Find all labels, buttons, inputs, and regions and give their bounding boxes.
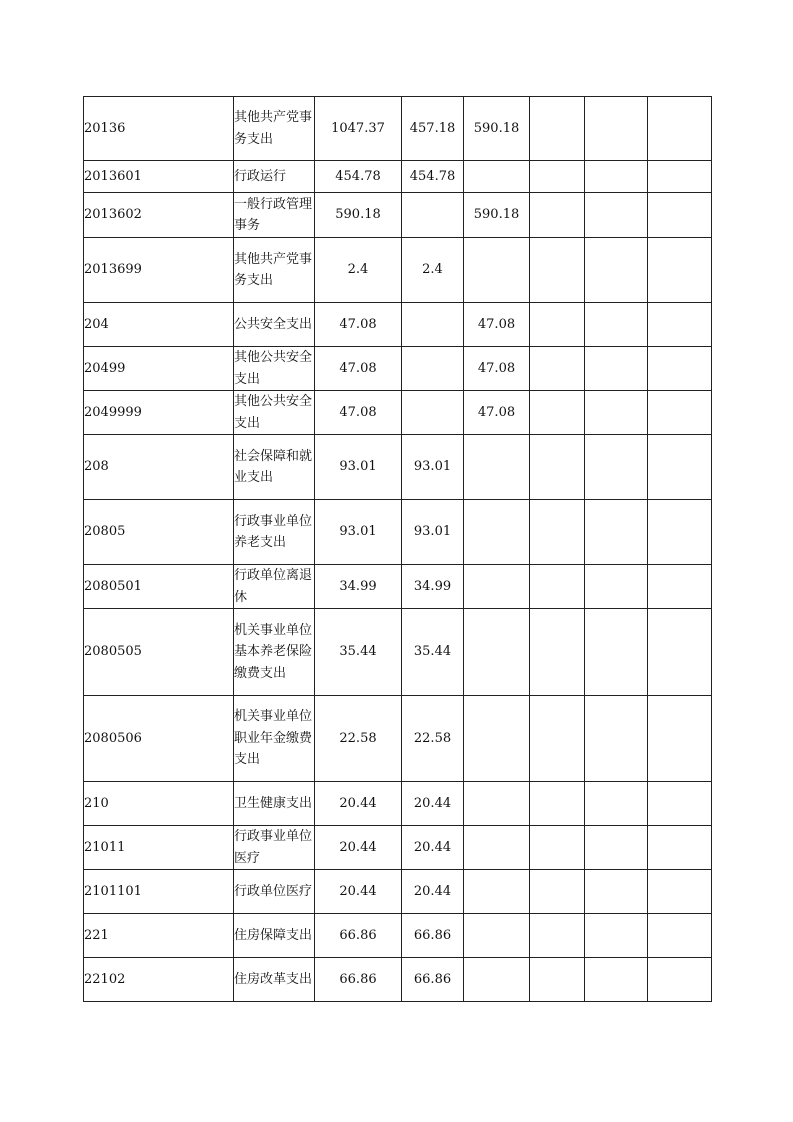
cell-basic: 93.01: [402, 435, 464, 500]
cell-name: 其他共产党事务支出: [234, 238, 315, 303]
cell-empty: [648, 161, 712, 193]
cell-name: 行政单位离退休: [234, 565, 315, 609]
cell-empty: [530, 826, 585, 870]
table-row: [84, 609, 712, 696]
cell-name: 社会保障和就业支出: [234, 435, 315, 500]
cell-name: 一般行政管理事务: [234, 193, 315, 238]
cell-empty: [585, 193, 648, 238]
cell-total: 93.01: [315, 435, 402, 500]
cell-basic: 20.44: [402, 826, 464, 870]
table-row: [84, 97, 712, 161]
cell-empty: [530, 303, 585, 347]
cell-project: [464, 696, 530, 782]
cell-name: 其他公共安全支出: [234, 347, 315, 391]
cell-project: [464, 782, 530, 826]
cell-empty: [648, 870, 712, 914]
cell-empty: [648, 303, 712, 347]
cell-project: [464, 914, 530, 958]
cell-empty: [530, 435, 585, 500]
cell-empty: [530, 347, 585, 391]
cell-name: 机关事业单位职业年金缴费支出: [234, 696, 315, 782]
cell-empty: [585, 347, 648, 391]
cell-empty: [530, 609, 585, 696]
cell-empty: [648, 609, 712, 696]
cell-empty: [530, 958, 585, 1002]
cell-empty: [585, 391, 648, 435]
cell-empty: [530, 391, 585, 435]
cell-project: [464, 958, 530, 1002]
cell-empty: [530, 238, 585, 303]
cell-total: 1047.37: [315, 97, 402, 161]
cell-code: 22102: [84, 958, 234, 1002]
cell-empty: [585, 303, 648, 347]
cell-project: [464, 500, 530, 565]
cell-project: [464, 609, 530, 696]
cell-empty: [585, 870, 648, 914]
table-row: [84, 500, 712, 565]
table-row: [84, 435, 712, 500]
cell-basic: [402, 347, 464, 391]
cell-total: 2.4: [315, 238, 402, 303]
table-row: [84, 696, 712, 782]
cell-name: 住房改革支出: [234, 958, 315, 1002]
cell-code: 210: [84, 782, 234, 826]
cell-code: 2013699: [84, 238, 234, 303]
cell-empty: [648, 97, 712, 161]
cell-basic: [402, 193, 464, 238]
cell-code: 2049999: [84, 391, 234, 435]
cell-empty: [585, 914, 648, 958]
cell-empty: [585, 782, 648, 826]
cell-empty: [585, 696, 648, 782]
cell-project: [464, 826, 530, 870]
table-row: [84, 826, 712, 870]
cell-empty: [648, 435, 712, 500]
cell-empty: [648, 238, 712, 303]
table-row: [84, 391, 712, 435]
table-row: [84, 565, 712, 609]
cell-name: 行政事业单位养老支出: [234, 500, 315, 565]
cell-empty: [648, 193, 712, 238]
cell-empty: [530, 870, 585, 914]
cell-empty: [530, 914, 585, 958]
cell-empty: [530, 500, 585, 565]
cell-basic: 34.99: [402, 565, 464, 609]
cell-code: 21011: [84, 826, 234, 870]
cell-code: 2013601: [84, 161, 234, 193]
cell-basic: 22.58: [402, 696, 464, 782]
cell-empty: [530, 696, 585, 782]
table-row: [84, 193, 712, 238]
cell-name: 行政事业单位医疗: [234, 826, 315, 870]
cell-code: 20499: [84, 347, 234, 391]
cell-project: 47.08: [464, 347, 530, 391]
cell-empty: [585, 958, 648, 1002]
cell-total: 35.44: [315, 609, 402, 696]
cell-empty: [585, 500, 648, 565]
cell-project: [464, 565, 530, 609]
cell-project: 47.08: [464, 303, 530, 347]
cell-basic: 20.44: [402, 782, 464, 826]
table-row: [84, 238, 712, 303]
cell-name: 卫生健康支出: [234, 782, 315, 826]
cell-basic: 454.78: [402, 161, 464, 193]
cell-code: 20136: [84, 97, 234, 161]
cell-basic: 2.4: [402, 238, 464, 303]
cell-total: 47.08: [315, 303, 402, 347]
table-row: [84, 870, 712, 914]
cell-empty: [648, 826, 712, 870]
cell-name: 其他公共安全支出: [234, 391, 315, 435]
cell-total: 20.44: [315, 782, 402, 826]
cell-project: [464, 435, 530, 500]
cell-basic: 93.01: [402, 500, 464, 565]
cell-total: 47.08: [315, 347, 402, 391]
cell-name: 机关事业单位基本养老保险缴费支出: [234, 609, 315, 696]
cell-basic: 20.44: [402, 870, 464, 914]
table-row: [84, 161, 712, 193]
table-row: [84, 303, 712, 347]
cell-empty: [530, 193, 585, 238]
table-row: [84, 958, 712, 1002]
cell-name: 住房保障支出: [234, 914, 315, 958]
cell-project: [464, 161, 530, 193]
cell-empty: [648, 914, 712, 958]
cell-code: 2101101: [84, 870, 234, 914]
cell-code: 2080505: [84, 609, 234, 696]
cell-project: 590.18: [464, 97, 530, 161]
cell-name: 行政单位医疗: [234, 870, 315, 914]
cell-empty: [648, 347, 712, 391]
cell-empty: [530, 97, 585, 161]
cell-empty: [585, 161, 648, 193]
cell-total: 66.86: [315, 914, 402, 958]
cell-empty: [648, 565, 712, 609]
cell-name: 其他共产党事务支出: [234, 97, 315, 161]
cell-code: 204: [84, 303, 234, 347]
table-row: [84, 914, 712, 958]
table-row: [84, 782, 712, 826]
cell-project: [464, 238, 530, 303]
cell-basic: 66.86: [402, 914, 464, 958]
cell-empty: [585, 238, 648, 303]
cell-total: 93.01: [315, 500, 402, 565]
cell-project: 47.08: [464, 391, 530, 435]
cell-basic: 457.18: [402, 97, 464, 161]
cell-empty: [648, 391, 712, 435]
cell-total: 34.99: [315, 565, 402, 609]
cell-empty: [585, 826, 648, 870]
cell-basic: [402, 303, 464, 347]
cell-code: 208: [84, 435, 234, 500]
cell-name: 行政运行: [234, 161, 315, 193]
cell-empty: [648, 500, 712, 565]
cell-empty: [585, 609, 648, 696]
cell-empty: [648, 958, 712, 1002]
cell-code: 221: [84, 914, 234, 958]
cell-empty: [585, 97, 648, 161]
cell-empty: [530, 565, 585, 609]
cell-empty: [530, 782, 585, 826]
cell-total: 22.58: [315, 696, 402, 782]
cell-project: [464, 870, 530, 914]
cell-empty: [585, 435, 648, 500]
cell-code: 20805: [84, 500, 234, 565]
cell-total: 454.78: [315, 161, 402, 193]
cell-empty: [648, 782, 712, 826]
cell-total: 47.08: [315, 391, 402, 435]
cell-empty: [530, 161, 585, 193]
cell-basic: 66.86: [402, 958, 464, 1002]
cell-total: 20.44: [315, 870, 402, 914]
cell-name: 公共安全支出: [234, 303, 315, 347]
cell-code: 2080506: [84, 696, 234, 782]
cell-project: 590.18: [464, 193, 530, 238]
budget-table: [83, 96, 712, 1002]
cell-code: 2080501: [84, 565, 234, 609]
cell-total: 20.44: [315, 826, 402, 870]
cell-total: 590.18: [315, 193, 402, 238]
cell-total: 66.86: [315, 958, 402, 1002]
cell-code: 2013602: [84, 193, 234, 238]
cell-empty: [585, 565, 648, 609]
table-row: [84, 347, 712, 391]
cell-basic: 35.44: [402, 609, 464, 696]
cell-basic: [402, 391, 464, 435]
cell-empty: [648, 696, 712, 782]
